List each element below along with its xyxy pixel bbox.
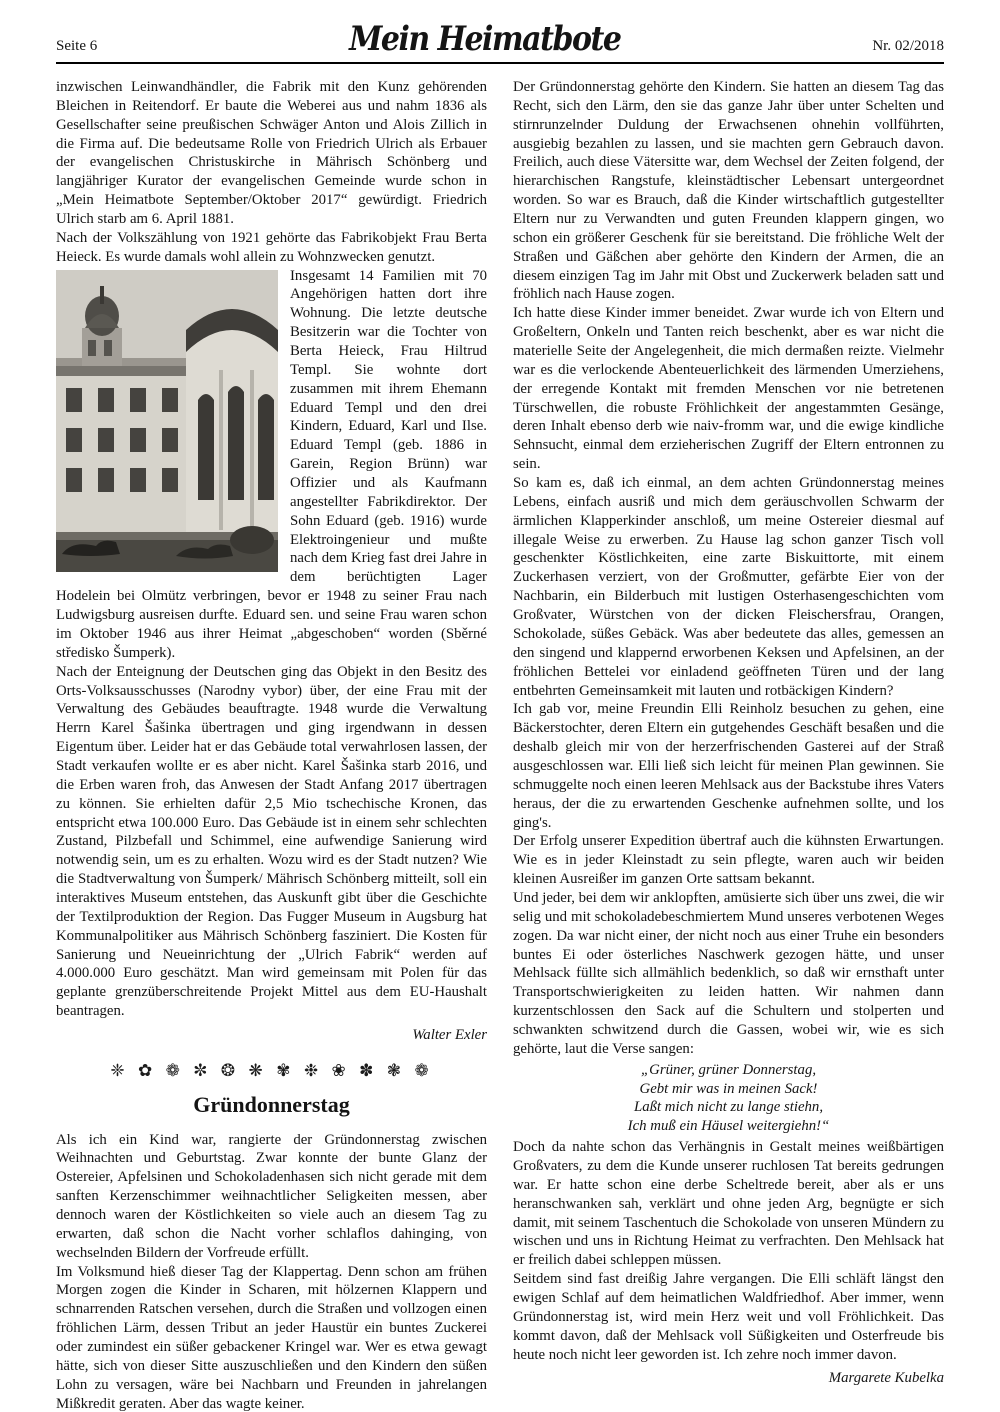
page-number: Seite 6 [56,38,98,54]
right-column [513,78,944,1412]
body-paragraph: Und jeder, bei dem wir anklopften, amüsierte sich über uns zwei, die wir selig und mit schokoladebeschmiertem Mund unseres verbotenen Weges zogen. Da war nicht einer, der nicht noch aus einer Truhe ein besonders buntes Ei oder österliches Naschwerk gezogen hätte, und unser Mehlsack füllte sich allmählich bedenklich, so daß wir ernsthaft unter Transportschwierigkeiten zu leiden hatten. Wir nahmen dann kurzentschlossen den Sack auf die Schultern und stolperten und schwankten schwitzend durch die Gassen, wobei wir, wie es sich gehörte, laut die Verse sangen: [513,889,944,1057]
left-column [56,78,487,1412]
building-photo-illustration [56,270,278,572]
poem-line: Ich muß ein Häusel weitergiehn!“ [627,1118,830,1135]
body-paragraph: So kam es, daß ich einmal, an dem achten Gründonnerstag meines Lebens, einfach ausriß und mich dem geräuschvollen Schwarm der ärmlichen Klapperkinder anschloß, um meine Ostereier diesmal auf illegale Weise zu erwerben. Zu Hause lag schon ganzer Tisch voll geschenkter Köstlichkeiten, eine zarte Biskuittorte, mit einem Zuckerhasen verziert, von der Großmutter, gefärbte Eier von der Nachbarin, ein Bilderbuch mit lustigen Osterhasengeschichten vom Großvater, Würstchen von der dicken Fleischersfrau, Orangen, Schokolade, süßes Gebäck. Was aber bedeutete das alles, gemessen an den singend und klappernd erworbenen Keksen und Apfelsinen, an der fröhlichen Bettelei vor einladend geöffneten Türen und der lang entbehrten Gemeinsamkeit mit lauten und rotbäckigen Kindern? [513,475,944,699]
body-paragraph: Nach der Enteignung der Deutschen ging das Objekt in den Besitz des Orts-Volksausschusses (Narodny vybor) über, der eine Frau mit der Verwaltung des Gebäudes beauftragte. 1948 wurde die Verwaltung Herrn Karel Šašinka übertragen und ging irgendwann in dessen Eigentum über. Leider hat er das Gebäude total verwahrlosen lassen, der Stadt verkaufen wollte er es aber nicht. Karel Šašinka starb 2016, und die Erben waren froh, das Anwesen der Stadt Anfang 2017 übertragen zu können. Sie erhielten dafür 2,5 Mio tschechische Kronen, das entspricht etwa 100.000 Euro. Das Gebäude ist in einem sehr schlechten Zustand, Pilzbefall und Schimmel, eine aufwendige Sanierung wird notwendig sein, um es zu erhalten. Wozu wird es der Stadt nutzen? Wie die Stadtverwaltung von Šumperk/ Mährisch Schönberg mitteilt, soll ein interaktives Museum entstehen, das Auskunft gibt über die Geschichte der Textilproduktion der Region. Das Fugger Museum in Augsburg hat Kommunalpolitiker aus Mährisch Schönberg fasziniert. Die Kosten für Sanierung und Neueinrichtung der „Ulrich Fabrik“ werden auf 4.000.000 Euro geschätzt. Man wird gemeinsam mit Polen für das geplante grenzüberschreitende Projekt Mittel aus dem EU-Haushalt beantragen. [56,663,487,1020]
body-paragraph: Seitdem sind fast dreißig Jahre vergangen. Die Elli schläft längst den ewigen Schlaf auf dem heimatlichen Waldfriedhof. Aber immer, wenn Gründonnerstag ist, wird mein Herz weit und voll Fröhlichkeit. Das kommt davon, daß der Mehlsack voll Süßigkeiten und Osterfreude bis heute noch nicht leer geworden ist. Ich zehre noch immer davon. [513,1271,944,1363]
ornament-divider: ❈ ✿ ❁ ✼ ❂ ❋ ✾ ❉ ❀ ✽ ❃ ❁ [110,1060,433,1081]
body-paragraph: Im Volksmund hieß dieser Tag der Klappertag. Denn schon am frühen Morgen zogen die Kinder in Scharen, mit hölzernen Klappern und schnarrenden Ratschen versehen, durch die Straßen und vollzogen einen fröhlichen Lärm, dessen Tribut an jeder Haustür ein buntes Zuckerei oder zumindest ein süßer gebackener Kringel war. Wer es etwa gewagt hätte, sich von dieser Sitte auszuschließen und den Kindern den süßen Lohn zu versagen, wäre bei Nachbarn und Freunden in jahrelangen Mißkredit geraten. Aber das wagte keiner. [56,1263,487,1412]
body-paragraph: Insgesamt 14 Familien mit 70 Angehörigen hatten dort ihre Wohnung. Die letzte deutsche Besitzerin war die Tochter von Berta Heieck, Frau Hiltrud Templ. Sie wohnte dort zusammen mit ihrem Ehemann Eduard Templ und den drei Kindern, Eduard, Karl und Ilse. Eduard Templ (geb. 1886 in Garein, Region Brünn) war Offizier und als Kaufmann angestellter Fabrikdirektor. Der Sohn Eduard (geb. 1916) wurde Elektroingenieur und mußte nach dem Krieg fast drei Jahre in dem berüchtigten Lager Hodelein bei Olmütz verbringen, bevor er 1948 zu seiner Frau nach Ludwigsburg ausreisen durfte. Eduard sen. und seine Frau waren schon im Oktober 1946 aus ihrer Heimat „abgeschoben“ worden (Sběrné středisko Šumperk). [56,267,487,661]
page-header [56,19,944,60]
article-columns [56,78,944,1412]
factory-building-photo [56,270,278,572]
body-paragraph: inzwischen Leinwandhändler, die Fabrik mit den Kunz gehörenden Bleichen in Reitendorf. Er baute die Weberei aus und nahm 1836 als Gesellschafter seine preußischen Schwäger Anton und Alois Zillich in die Firma auf. Die bedeutsame Rolle von Friedrich Ulrich als Erbauer der evangelischen Christuskirche in Mährisch Schönberg und langjähriger Kurator der evangelischen Gemeinde wurde schon in „Mein Heimatbote September/Oktober 2017“ gewürdigt. Friedrich Ulrich starb am 6. April 1881. [56,79,487,228]
body-paragraph: Als ich ein Kind war, rangierte der Gründonnerstag zwischen Weihnachten und Geburtstag. Zwar konnte der bunte Glanz der Ostereier, Apfelsinen und Schokoladenhasen sich nicht gerade mit dem sanften Kerzenschimmer weihnachtlicher Seligkeiten messen, aber dennoch waren der Köstlichkeiten so viele auch an diesem Tag zu erwarten, daß schon die Nacht vorher schlaflos dahinging, von wechselnden Bildern der Vorfreude erfüllt. [56,1131,487,1261]
body-paragraph: Der Erfolg unserer Expedition übertraf auch die kühnsten Erwartungen. Wie es in jeder Kleinstadt zu sein pflegte, waren auch wir beiden kleinen Ausreißer im ganzen Orte sattsam bekannt. [513,833,944,888]
author-signature: Margarete Kubelka [828,1370,944,1387]
poem-line: „Grüner, grüner Donnerstag, [640,1061,817,1078]
body-paragraph: Nach der Volkszählung von 1921 gehörte das Fabrikobjekt Frau Berta Heieck. Es wurde damals wohl allein zu Wohnzwecken genutzt. [56,229,487,265]
header-rule [56,62,944,64]
body-paragraph: Ich gab vor, meine Freundin Elli Reinholz besuchen zu gehen, eine Bäckerstochter, deren Eltern ein gutgehendes Geschäft besaßen und die deshalb gleich mir von der herzerfrischenden Gasterei auf der Straß ausgeschlossen war. Elli ließ sich leicht für meinen Plan gewinnen. Sie schmuggelte noch einen leeren Mehlsack aus der Backstube ihres Vaters heraus, der die zu erwartenden Geschenke aufnehmen sollte, und los ging's. [513,701,944,831]
body-paragraph: Der Gründonnerstag gehörte den Kindern. Sie hatten an diesem Tag das Recht, sich den Lärm, den sie das ganze Jahr über unter Schelten und stirnrunzelnder Duldung der Erwachsenen ohnehin vollführten, ausgiebig bezahlen zu lassen, und sie machten gern Gebrauch davon. Freilich, auch diese Vätersitte war, dem Wechsel der Zeiten folgend, der hierarchischen Rangstufe, kleinstädtischer Lebensart untergeordnet worden. So war es Brauch, daß die Kinder wirtschaftlich gutgestellter Eltern nur zu Verwandten und guten Freunden klappern gingen, wo schon ein größerer Geschenk für sie bereitstand. Die fröhliche Welt der Straßen und Gäßchen aber gehörte den Kindern der Armen, die an diesem einzigen Tag im Jahr mit Obst und Zuckerwerk beladen satt und fröhlich nach Hause zogen. [513,79,944,303]
author-signature: Walter Exler [412,1026,487,1043]
photo-flow [56,267,487,1021]
body-paragraph: Doch da nahte schon das Verhängnis in Gestalt meines weißbärtigen Großvaters, zu dem die Kunde unserer ruchlosen Tat bereits gedrungen war. Er hatte schon eine derbe Scheltrede bereit, aber als er uns heranschwanken sah, verklärt und ohne jeden Arg, begnügte er sich damit, mit seinem Taschentuch die Schokolade von unseren Mündern zu wischen und uns in Richtung Heimat zu verfrachten. Den Mehlsack hat er freilich dabei schleppen müssen. [513,1139,944,1269]
poem-line: Laßt mich nicht zu lange stiehn, [633,1099,824,1116]
poem-line: Gebt mir was in meinen Sack! [639,1080,818,1097]
issue-number: Nr. 02/2018 [872,38,944,54]
body-paragraph: Ich hatte diese Kinder immer beneidet. Zwar wurde ich von Eltern und Großeltern, Onkeln und Tanten reich beschenkt, aber es war nicht die materielle Seite der Angelegenheit, die mich dermaßen reizte. Vielmehr war es die verlockende Abenteuerlichkeit des lärmenden Umerziehens, der erregende Kontakt mit fremden Menschen vor nie betretenen Türschwellen, die robuste Fröhlichkeit der angestammten Gesänge, deren Inhalt ebenso derb wie naiv-fromm war, und die ewige kindliche Sehnsucht, einmal dem erzieherischen Zugriff der Eltern entronnen zu sein. [513,305,944,473]
masthead-title: Mein Heimatbote [349,19,621,60]
poem [513,1061,944,1136]
article-title: Gründonnerstag [193,1091,350,1117]
